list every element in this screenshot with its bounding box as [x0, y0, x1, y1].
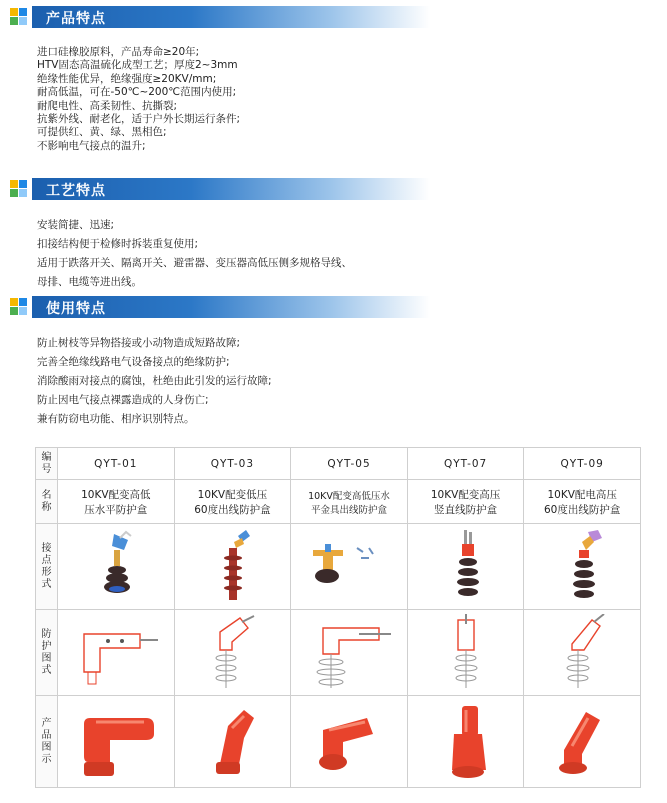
feature-line: 安装简捷、迅速;: [37, 219, 115, 231]
table-row-drawing: [36, 610, 641, 696]
feature-line: 绝缘性能优异，绝缘强度≥20KV/mm;: [37, 72, 217, 85]
color-squares-icon: [10, 298, 28, 316]
model-cell: QYT-01: [58, 448, 175, 480]
row-header-model: 编 号: [36, 448, 58, 480]
feature-line: 耐爬电性、高柔韧性、抗撕裂;: [37, 99, 178, 112]
feature-line: 防止因电气接点裸露造成的人身伤亡;: [37, 394, 209, 406]
section-header-usage-features: [10, 296, 430, 318]
row-header-contact: 接 点 形 式: [36, 524, 58, 610]
feature-line: 耐高低温，可在-50℃~200℃范围内使用;: [37, 86, 237, 99]
drawing-qyt09-image: [542, 614, 622, 692]
section-header-process-features: [10, 178, 430, 200]
contact-qyt01-image: [76, 528, 156, 606]
feature-line: 消除酸雨对接点的腐蚀，杜绝由此引发的运行故障;: [37, 375, 272, 387]
feature-line: HTV固态高温硫化成型工艺；厚度2~3mm: [37, 59, 238, 72]
photo-image-cell: [407, 696, 524, 788]
table-row-photo: [36, 696, 641, 788]
feature-line: 抗紫外线、耐老化，适于户外长期运行条件;: [37, 113, 241, 126]
header-bar: [32, 178, 430, 200]
model-cell: QYT-07: [407, 448, 524, 480]
name-cell: 10KV配变高低压水 平金具出线防护盒: [291, 480, 408, 524]
table-row-name: [36, 480, 641, 524]
contact-image-cell: [58, 524, 175, 610]
photo-image-cell: [174, 696, 291, 788]
name-cell: 10KV配变高低 压水平防护盒: [58, 480, 175, 524]
contact-image-cell: [291, 524, 408, 610]
photo-image-cell: [291, 696, 408, 788]
photo-qyt01-image: [66, 700, 166, 784]
photo-image-cell: [58, 696, 175, 788]
model-cell: QYT-05: [291, 448, 408, 480]
contact-qyt07-image: [426, 528, 506, 606]
color-squares-icon: [10, 180, 28, 198]
name-cell: 10KV配变低压 60度出线防护盒: [174, 480, 291, 524]
color-squares-icon: [10, 8, 28, 26]
header-bar: [32, 296, 430, 318]
row-header-photo: 产 品 图 示: [36, 696, 58, 788]
header-bar: [32, 6, 430, 28]
feature-line: 扣接结构便于检修时拆装重复使用;: [37, 238, 199, 250]
drawing-image-cell: [58, 610, 175, 696]
section-title: 工艺特点: [46, 183, 106, 199]
drawing-qyt01-image: [66, 614, 166, 692]
section-title: 使用特点: [46, 301, 106, 317]
row-header-name: 名 称: [36, 480, 58, 524]
process-features-list: [37, 216, 352, 292]
table-row-contact-form: [36, 524, 641, 610]
section-header-product-features: [10, 6, 430, 28]
product-features-list: [37, 46, 240, 153]
contact-qyt05-image: [299, 528, 399, 606]
feature-line: 完善全绝缘线路电气设备接点的绝缘防护;: [37, 356, 230, 368]
drawing-qyt05-image: [299, 614, 399, 692]
drawing-qyt03-image: [192, 614, 272, 692]
product-spec-table: [35, 447, 641, 788]
feature-line: 防止树枝等异物搭接或小动物造成短路故障;: [37, 337, 241, 349]
photo-qyt05-image: [299, 700, 399, 784]
feature-line: 进口硅橡胶原料，产品寿命≥20年;: [37, 46, 200, 58]
feature-line: 兼有防窃电功能、相序识别特点。: [37, 413, 195, 425]
drawing-image-cell: [291, 610, 408, 696]
contact-qyt09-image: [542, 528, 622, 606]
model-cell: QYT-09: [524, 448, 641, 480]
contact-qyt03-image: [192, 528, 272, 606]
feature-line: 不影响电气接点的温升;: [37, 139, 146, 152]
feature-line: 母排、电缆等进出线。: [37, 276, 142, 288]
contact-image-cell: [524, 524, 641, 610]
drawing-image-cell: [524, 610, 641, 696]
usage-features-list: [37, 334, 272, 429]
feature-line: 可提供红、黄、绿、黑相色;: [37, 126, 167, 139]
row-header-drawing: 防 护 图 式: [36, 610, 58, 696]
contact-image-cell: [407, 524, 524, 610]
photo-qyt09-image: [542, 700, 622, 784]
table-row-model: [36, 448, 641, 480]
photo-qyt03-image: [192, 700, 272, 784]
model-cell: QYT-03: [174, 448, 291, 480]
photo-qyt07-image: [426, 700, 506, 784]
name-cell: 10KV配电高压 60度出线防护盒: [524, 480, 641, 524]
photo-image-cell: [524, 696, 641, 788]
drawing-image-cell: [407, 610, 524, 696]
feature-line: 适用于跌落开关、隔离开关、避雷器、变压器高低压侧多规格导线、: [37, 257, 352, 269]
drawing-image-cell: [174, 610, 291, 696]
section-title: 产品特点: [46, 11, 106, 27]
name-cell: 10KV配变高压 竖直线防护盒: [407, 480, 524, 524]
contact-image-cell: [174, 524, 291, 610]
drawing-qyt07-image: [426, 614, 506, 692]
